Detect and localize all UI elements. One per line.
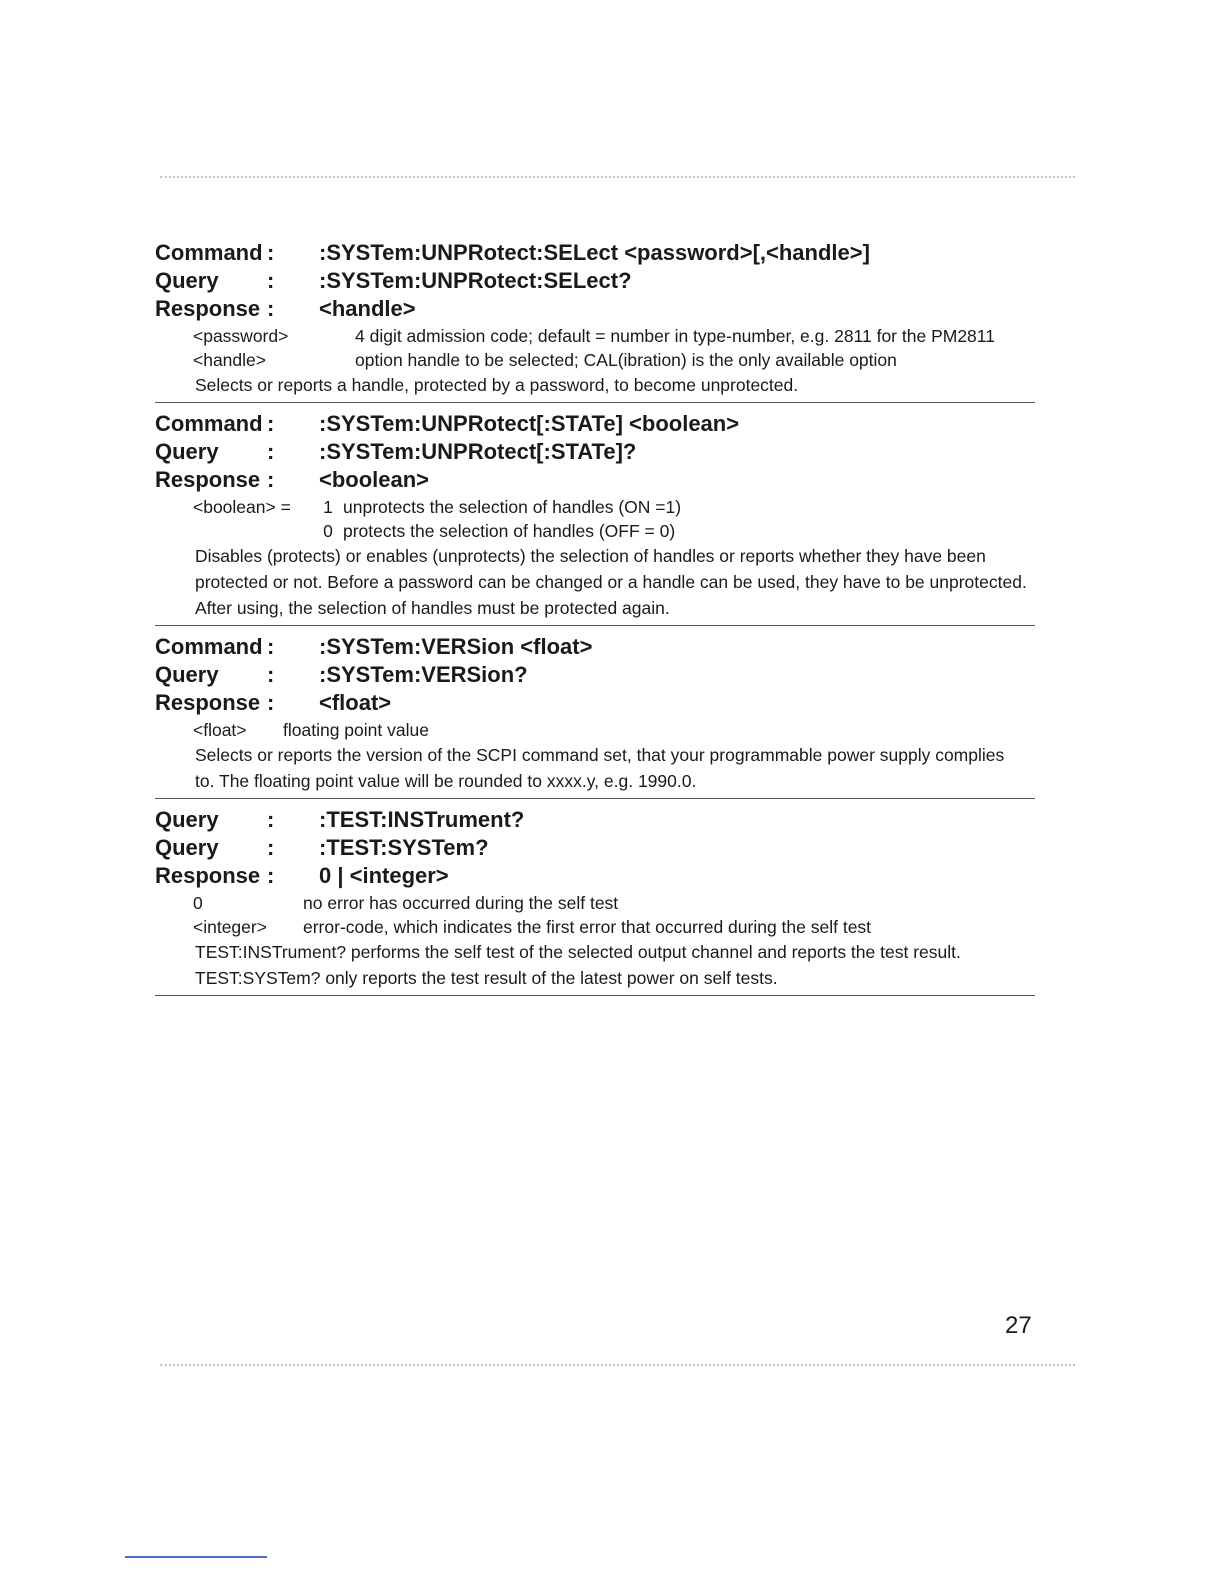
header-label: Response: [155, 467, 261, 492]
header-label: Query: [155, 835, 219, 860]
header-row: [155, 296, 1035, 324]
header-label: Response: [155, 296, 261, 321]
boolean-value: 1: [323, 497, 333, 517]
header-row: [155, 439, 1035, 467]
header-value: :TEST:SYSTem?: [319, 835, 489, 860]
header-label: Query: [155, 662, 219, 687]
description-paragraph: TEST:SYSTem? only reports the test result of the latest power on self tests.: [195, 968, 778, 988]
header-colon: :: [267, 690, 275, 715]
header-value: <float>: [319, 690, 392, 715]
header-label: Command: [155, 411, 263, 436]
header-label: Response: [155, 863, 261, 888]
header-value: :SYSTem:UNPRotect:SELect <password>[,<handle>]: [319, 240, 870, 265]
header-label: Query: [155, 268, 219, 293]
command-reference: [155, 240, 1035, 1004]
header-colon: :: [267, 634, 275, 659]
header-value: :SYSTem:UNPRotect:SELect?: [319, 268, 632, 293]
header-colon: :: [267, 863, 275, 888]
header-row: [155, 807, 1035, 835]
header-label: Query: [155, 807, 219, 832]
header-colon: :: [267, 296, 275, 321]
definition-desc: floating point value: [283, 720, 429, 740]
header-value: <boolean>: [319, 467, 430, 492]
definition-desc: 4 digit admission code; default = number in type-number, e.g. 2811 for the PM2811: [355, 326, 995, 346]
boolean-desc: unprotects the selection of handles (ON =1): [343, 497, 682, 517]
header-label: Query: [155, 439, 219, 464]
definition-term: <password>: [193, 326, 289, 346]
boolean-term: <boolean> =: [193, 497, 291, 517]
header-value: :SYSTem:UNPRotect[:STATe] <boolean>: [319, 411, 740, 436]
header-row: [155, 411, 1035, 439]
definition-term: <float>: [193, 720, 247, 740]
description-paragraph: Disables (protects) or enables (unprotects) the selection of handles or reports whether they have been protected or not. Before a password can be changed or a handle can be used, they have to be unprotected. After using, the selection of handles must be protected again.: [195, 546, 1027, 618]
definition-row: [155, 324, 1035, 348]
header-row: [155, 268, 1035, 296]
description-paragraph: Selects or reports the version of the SCPI command set, that your programmable power supply complies to. The floating point value will be rounded to xxxx.y, e.g. 1990.0.: [195, 745, 1005, 791]
definition-row: [155, 915, 1035, 939]
footer-rule: [125, 1556, 267, 1558]
definition-desc: no error has occurred during the self test: [303, 893, 619, 913]
header-row: [155, 467, 1035, 495]
header-label: Command: [155, 240, 263, 265]
definition-desc: error-code, which indicates the first error that occurred during the self test: [303, 917, 872, 937]
header-row: [155, 690, 1035, 718]
header-colon: :: [267, 662, 275, 687]
header-colon: :: [267, 411, 275, 436]
command-block-version: [155, 634, 1035, 799]
definition-row: [155, 891, 1035, 915]
header-colon: :: [267, 240, 275, 265]
header-value: :TEST:INSTrument?: [319, 807, 525, 832]
header-value: :SYSTem:VERSion <float>: [319, 634, 593, 659]
boolean-row: [155, 495, 1035, 519]
header-value: <handle>: [319, 296, 416, 321]
header-colon: :: [267, 439, 275, 464]
header-row: [155, 662, 1035, 690]
header-label: Command: [155, 634, 263, 659]
page-number: 27: [1005, 1312, 1032, 1339]
definition-term: <integer>: [193, 917, 267, 937]
boolean-desc: protects the selection of handles (OFF = 0): [343, 521, 676, 541]
boolean-row: [155, 519, 1035, 543]
header-label: Response: [155, 690, 261, 715]
boolean-value: 0: [323, 521, 333, 541]
description-paragraph: TEST:INSTrument? performs the self test of the selected output channel and reports the test result.: [195, 942, 961, 962]
description-paragraph: Selects or reports a handle, protected by a password, to become unprotected.: [195, 375, 799, 395]
command-block-unprotect-state: [155, 411, 1035, 626]
header-colon: :: [267, 268, 275, 293]
header-colon: :: [267, 807, 275, 832]
command-block-test: [155, 807, 1035, 996]
top-dotted-rule: [160, 176, 1075, 178]
command-block-unprotect-select: [155, 240, 1035, 403]
definition-desc: option handle to be selected; CAL(ibration) is the only available option: [355, 350, 897, 370]
header-colon: :: [267, 835, 275, 860]
definition-term: 0: [193, 893, 203, 913]
definition-row: [155, 718, 1035, 742]
header-row: [155, 835, 1035, 863]
header-value: :SYSTem:VERSion?: [319, 662, 528, 687]
header-row: [155, 634, 1035, 662]
header-colon: :: [267, 467, 275, 492]
definition-term: <handle>: [193, 350, 266, 370]
header-row: [155, 863, 1035, 891]
definition-row: [155, 348, 1035, 372]
header-value: 0 | <integer>: [319, 863, 449, 888]
bottom-dotted-rule: [160, 1364, 1075, 1366]
boolean-term-spacer: [193, 519, 313, 543]
header-value: :SYSTem:UNPRotect[:STATe]?: [319, 439, 637, 464]
header-row: [155, 240, 1035, 268]
